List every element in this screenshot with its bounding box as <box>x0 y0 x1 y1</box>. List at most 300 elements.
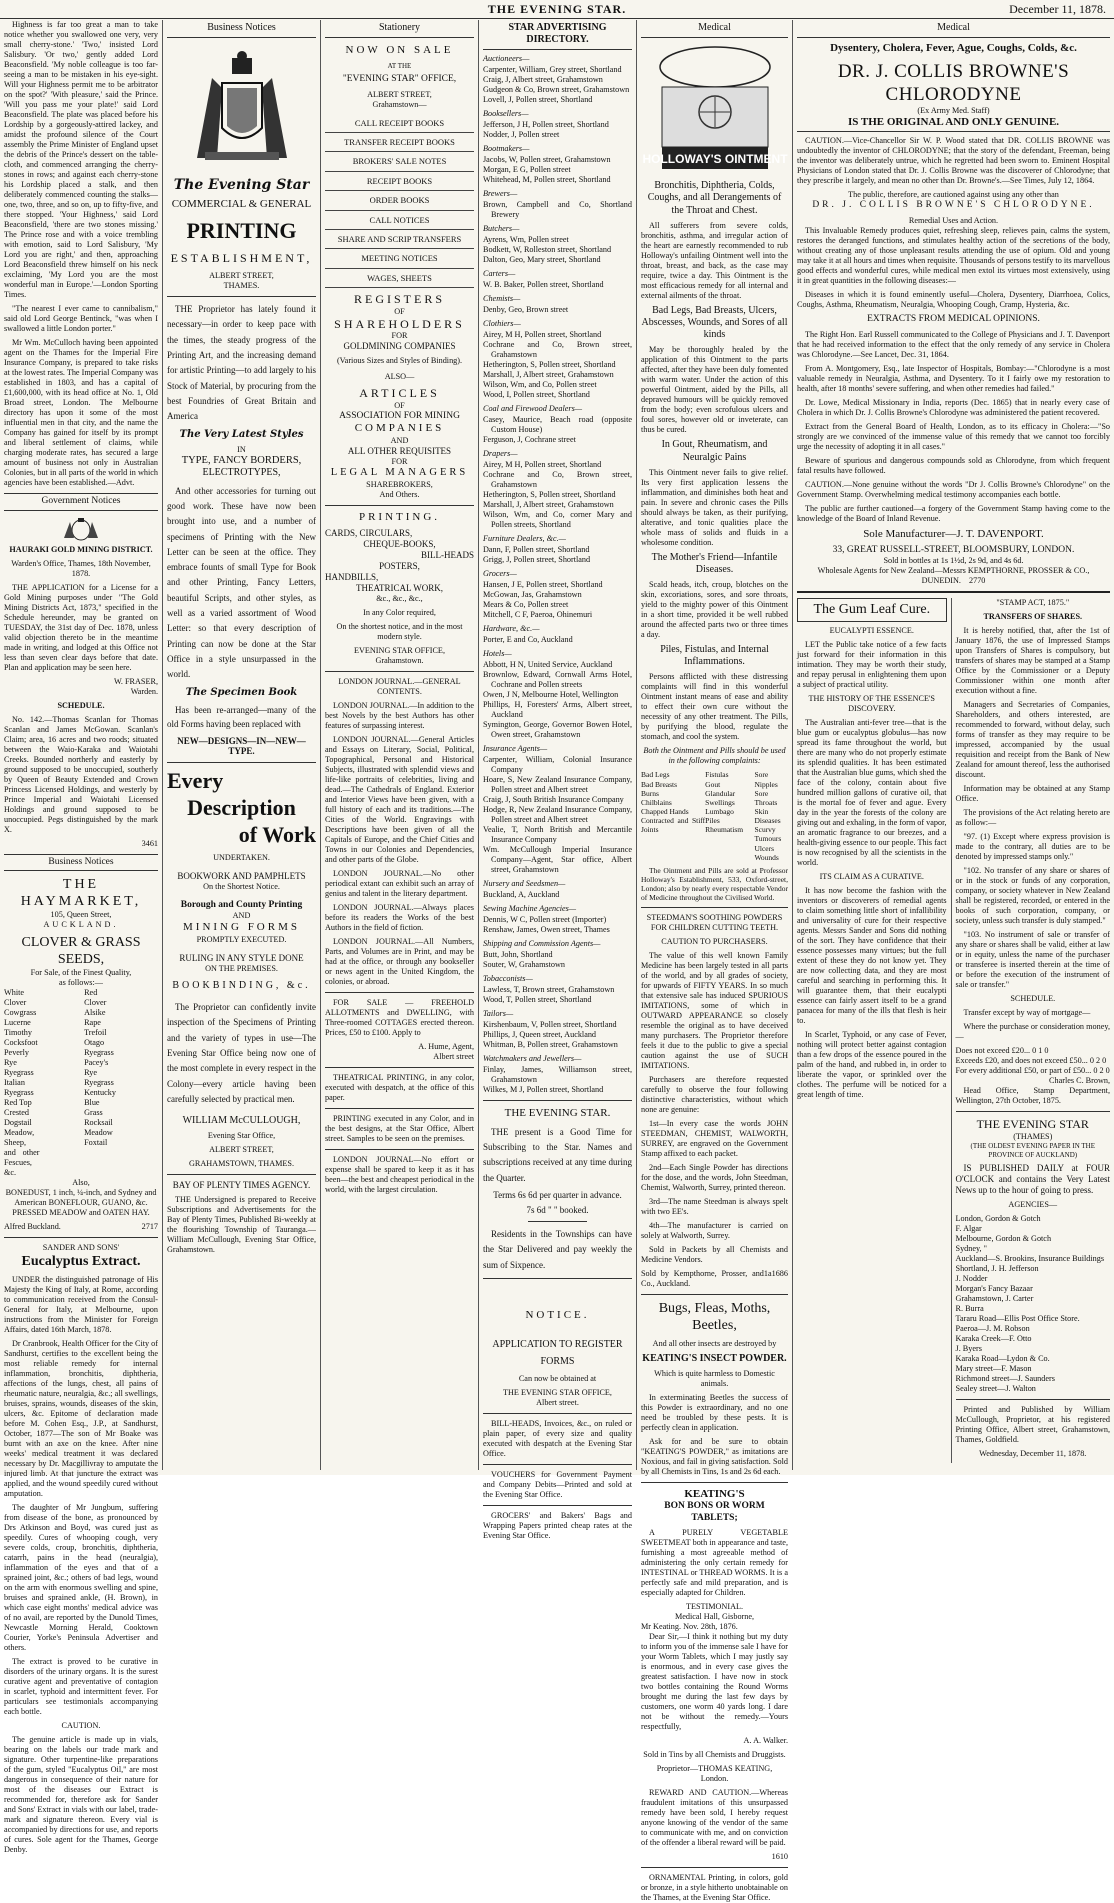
warden-name: W. FRASER, <box>113 676 158 686</box>
cheque-books: CHEQUE-BOOKS, <box>363 538 436 549</box>
directory-entry: Jacobs, W, Pollen street, Grahamstown <box>483 155 611 165</box>
printing-heading-3: PRINTING. <box>358 510 441 523</box>
stationery-item: SHARE AND SCRIP TRANSFERS <box>325 230 474 249</box>
posters: POSTERS, <box>379 560 420 571</box>
directory-entry: Airey, M H, Pollen street, Shortland <box>483 460 602 470</box>
evening-star-heading-6: THE EVENING STAR <box>976 1117 1089 1132</box>
story-cannibalism: "The nearest I ever came to cannibalism," said old Lord George Bentinck, "was when I swallowed a little London porter." <box>4 304 158 333</box>
kempthorne-number: 1a1686 <box>763 1269 788 1279</box>
for-label-2: FOR <box>391 456 408 466</box>
bill-heads-ad: BILL-HEADS, Invoices, &c., on ruled or plain paper, of every size and quality executed with despatch at the Evening Star Office. <box>483 1419 632 1459</box>
both-ointment: Both the Ointment and Pills should be used in the following complaints: <box>643 746 786 766</box>
agent-item: Karaka Creek—F. Otto <box>955 1334 1032 1344</box>
warden-title: Warden. <box>130 686 158 696</box>
directory-entry: Airey, M H, Pollen street, Shortland <box>483 330 602 340</box>
modern-style: On the shortest notice, and in the most modern style. <box>336 621 463 641</box>
complaint-item: Ulcers <box>754 843 775 853</box>
complaint-item: Sore Nipples <box>754 770 778 789</box>
dysentery-heading: Dysentery, Cholera, Fever, Ague, Coughs, Colds, &c. <box>830 42 1077 55</box>
directory-category: Auctioneers— <box>483 54 530 64</box>
application-forms: APPLICATION TO REGISTER FORMS <box>492 1339 623 1368</box>
directory-entry: Kirshenbaum, V, Pollen street, Shortland <box>483 1020 617 1030</box>
complaints-col-2 <box>705 770 754 861</box>
directory-entry: McGowan, Jas, Grahamstown <box>483 590 582 600</box>
schedule-heading-2: SCHEDULE. <box>1010 994 1056 1004</box>
thames-label: THAMES. <box>223 281 260 291</box>
column-stationery <box>320 20 478 1470</box>
of-label-2: OF <box>394 400 405 410</box>
seed-item: Cocksfoot <box>4 1038 38 1048</box>
history-heading: THE HISTORY OF THE ESSENCE'S DISCOVERY. <box>808 693 935 713</box>
eucalyptus-extract-title: Eucalyptus Extract. <box>21 1254 141 1270</box>
directory-category: Furniture Dealers, &c.— <box>483 534 566 544</box>
bookwork: BOOKWORK AND PAMPHLETS <box>177 870 306 881</box>
directory-entry: Phillips, H, Foresters' Arms, Albert street, Auckland <box>483 700 632 720</box>
london-journal-2: LONDON JOURNAL.—In addition to the best Novels by the best Authors has other features of surpassing interest. <box>325 700 474 730</box>
directory-entry: W. B. Baker, Pollen street, Shortland <box>483 280 604 290</box>
complaint-item: Burns <box>641 788 659 798</box>
board-extract: Extract from the General Board of Health, London, as to its efficacy in Cholera:—"So strongly are we convinced of the immense value of this remedy that we cannot too forcibly urge the necessity of adopting it in all cases." <box>797 421 1110 451</box>
caution-2: CAUTION.—None genuine without the words "Dr J. Collis Browne's Chlorodyne" on the Government Stamp. Overwhelming medical testimony accompanies each bottle. <box>797 479 1110 499</box>
stamp-act-text: It is hereby notified, that, after the 1st of January 1876, the use of Impressed Stamps upon Transfers of Shares is compulsory, but transfers of shares may be stamped at a Stamp Office by the Commissioner or a Deputy Commissioner within one month after execution without a fine. <box>955 626 1110 696</box>
directory-entry: Souter, W, Grahamstown <box>483 960 565 970</box>
harmless-line: Which is quite harmless to Domestic animals. <box>654 1368 775 1388</box>
for-label: FOR <box>391 331 408 341</box>
subscribe-text: THE present is a Good Time for Subscribing to the Star. Names and subscriptions received at any time during the Quarter. <box>483 1126 632 1183</box>
curative-heading: ITS CLAIM AS A CURATIVE. <box>819 871 924 881</box>
seed-item: Otago Ryegrass <box>84 1038 114 1058</box>
hauraki-title: HAURAKI GOLD MINING DISTRICT. <box>9 544 153 554</box>
at-the: AT THE <box>387 61 412 70</box>
directory-entry: Owen, J N, Melbourne Hotel, Wellington <box>483 690 619 700</box>
grahamstown-3: Grahamstown— <box>372 99 427 109</box>
sander-heading: SANDER AND SONS' <box>42 1243 120 1253</box>
undertaken: UNDERTAKEN. <box>213 852 270 862</box>
directory-entry: Craig, J, South British Insurance Company <box>483 795 624 805</box>
collis-caution: CAUTION.—Vice-Chancellor Sir W. P. Wood stated that DR. COLLIS BROWNE was undoubtedly the inventor of CHLORODYNE; that the story of the defendant, Freeman, being the inventor was deliberately untrue, which he regretted had been sworn to. Eminent Hospital Physicians of London stated that Dr. J. Collis Browne was the discoverer of Chlorodyne; that they prescribe it largely, and mean no other than Dr. Browne's.—See Times, July 12, 1864. <box>797 136 1110 186</box>
where-purchase: Where the purchase or consideration money,— <box>955 1022 1110 1042</box>
shortest-notice: On the Shortest Notice. <box>203 881 280 891</box>
column-news <box>0 20 162 1854</box>
buckland-name: Alfred Buckland. <box>4 1222 61 1232</box>
in-label: IN <box>237 444 246 454</box>
diseases-text: Diseases in which it is found eminently useful—Cholera, Dysentery, Diarrhoea, Colics, Coughs, Asthma, Rheumatism, Neuralgia, Whooping Cough, Cramp, Hysteria, &c. <box>797 289 1110 309</box>
wholesale-text: Wholesale Agents for New Zealand—Messrs KEMPTHORNE, PROSSER & CO., DUNEDIN. <box>817 566 1090 586</box>
legal-managers: LEGAL MANAGERS <box>330 466 469 478</box>
proprietor-text: THE Proprietor has lately found it necessary—in order to keep pace with the times, the steady progress of the Printing Art, and the increasing demand for artistic Printing—to add largely to his Stock of Material, by procuring from the best Foundries of Great Britain and America <box>167 304 316 422</box>
latest-styles: The Very Latest Styles <box>179 428 304 440</box>
walker-signature: A. A. Walker. <box>743 1736 788 1746</box>
seed-item: White Clover <box>4 988 27 1008</box>
stamp-act-heading: "STAMP ACT, 1875." <box>996 598 1070 608</box>
seed-item: Meadow, Sheep, and other Fescues, &c. <box>4 1128 40 1178</box>
distinct-3: 3rd—The name Steedman is always spelt with two EE's. <box>641 1197 788 1217</box>
establishment-heading: ESTABLISHMENT, <box>170 250 313 265</box>
beware-text: Beware of spurious and dangerous compounds sold as Chlorodyne, from which frequent fatal results have followed. <box>797 455 1110 475</box>
seed-item: Timothy <box>4 1028 32 1038</box>
bugs-sub: And all other insects are destroyed by <box>652 1338 777 1348</box>
directory-entry: Carpenter, William, Grey street, Shortland <box>483 65 622 75</box>
printing-heading: PRINTING <box>186 217 297 243</box>
mining-forms: MINING FORMS <box>183 921 300 934</box>
masthead <box>0 0 1114 19</box>
column-medical <box>636 20 792 1903</box>
business-notices-heading-2: Business Notices <box>167 20 316 38</box>
davenport-address: 33, GREAT RUSSELL-STREET, BLOOMSBURY, LONDON. <box>832 544 1075 555</box>
directory-category: Nursery and Seedsmen— <box>483 879 566 889</box>
bronchitis-heading: Bronchitis, Diphtheria, Colds, Coughs, and all Derangements of the Throat and Chest. <box>647 180 782 216</box>
complaint-item: Piles <box>705 816 720 826</box>
kempthorne-text: Sold by Kempthorne, Prosser, and Co., Auckland. <box>641 1269 764 1289</box>
printing-executed: PRINTING executed in any Color, and in the best designs, at the Star Office, Albert street. Samples to be seen on the premises. <box>325 1113 474 1143</box>
thames-paren: (THAMES) <box>1013 1132 1053 1142</box>
bonedust-text: BONEDUST, 1 inch, ¼-inch, and Sydney and American BONEFLOUR, GUANO, &c. PRESSED MEADOW and OATEN HAY. <box>5 1188 157 1218</box>
albert-street-3: ALBERT STREET, <box>367 89 432 99</box>
star-office-4: THE EVENING STAR OFFICE, <box>503 1388 612 1398</box>
seed-item: Pacey's Rye Ryegrass <box>84 1058 114 1088</box>
notice-heading: NOTICE. <box>525 1308 590 1321</box>
directory-entry: Phillips, J, Queen street, Auckland <box>483 1030 597 1040</box>
directory-entry: Brown, Campbell and Co, Shortland Brewery <box>483 200 632 220</box>
directory-category: Coal and Firewood Dealers— <box>483 404 583 414</box>
on-premises: ON THE PREMISES. <box>205 963 278 973</box>
schedule-sub: Transfer except by way of mortgage— <box>963 1008 1091 1018</box>
directory-entry: Ferguson, J, Cochrane street <box>483 435 576 445</box>
agent-item: Mary street—F. Mason <box>955 1364 1032 1374</box>
handbills: HANDBILLS, <box>325 571 379 582</box>
directory-entry: Ayrens, Wm, Pollen street <box>483 235 569 245</box>
directory-entry: Finlay, James, Williamson street, Grahamstown <box>483 1065 632 1085</box>
london-journal-5: LONDON JOURNAL.—Always places before its readers the Works of the best Authors in the field of fiction. <box>325 902 474 932</box>
etc-line: &c., &c., &c., <box>376 593 423 603</box>
transfers-heading: TRANSFERS OF SHARES. <box>983 612 1083 622</box>
ornamental-printing: ORNAMENTAL Printing, in colors, gold or bronze, in a style hitherto unobtainable on the Thames, at the Evening Star Office. <box>641 1873 788 1903</box>
articles-heading: ARTICLES <box>359 386 440 401</box>
agent-item: Melbourne, Gordon & Gotch <box>955 1234 1052 1244</box>
patronage-text: UNDER the distinguished patronage of His Majesty the King of Italy, at Rome, according to communication received from the Consul-General for Italy, at Melbourne, upon instructions from the Minister for Foreign Affairs, dated 16th March, 1878. <box>4 1274 158 1334</box>
caution-purchasers: CAUTION TO PURCHASERS. <box>661 937 768 947</box>
and-3: AND <box>390 435 409 445</box>
complaint-item: Bad Legs <box>641 770 670 780</box>
brown-signature: Charles C. Brown, <box>1049 1076 1110 1086</box>
fee-row: For every additional £50, or part of £50... 0 2 0 <box>955 1066 1110 1076</box>
complaint-item: Glandular Swellings <box>705 788 736 807</box>
agent-item: Richmond street—J. Saunders <box>955 1374 1055 1384</box>
footer-date: Wednesday, December 11, 1878. <box>979 1449 1087 1459</box>
seed-list <box>4 988 158 1178</box>
agent-item: R. Burra <box>955 1304 984 1314</box>
albert-street: ALBERT STREET, <box>209 271 274 281</box>
column-printing <box>162 20 320 1470</box>
directory-entry: Vealie, T, North British and Mercantile Insurance Company <box>483 825 632 845</box>
rearranged-text: Has been re-arranged—many of the old Forms having been replaced with <box>167 704 316 730</box>
also-3: ALSO— <box>384 372 415 382</box>
directory-entry: Grigg, J, Pollen street, Shortland <box>483 555 591 565</box>
mothers-heading: The Mother's Friend—Infantile Diseases. <box>651 551 778 575</box>
directory-entry: Symington, George, Governor Bowen Hotel, Owen street, Grahamstown <box>483 720 632 740</box>
promptly-executed: PROMPTLY EXECUTED. <box>196 934 287 944</box>
agent-item: Sealey street—J. Walton <box>955 1384 1036 1394</box>
complaint-item: Bad Breasts <box>641 779 678 789</box>
extracts-heading: EXTRACTS FROM MEDICAL OPINIONS. <box>867 313 1040 324</box>
bookbinding: BOOKBINDING, &c. <box>172 979 311 991</box>
wholesale-number: 2770 <box>969 576 986 586</box>
wardens-office: Warden's Office, Thames, 18th November, 1878. <box>11 558 151 578</box>
distinct-4: 4th—The manufacturer is carried on solely at Walworth, Surrey. <box>641 1221 788 1241</box>
purchasers-text: Purchasers are therefore requested carefully to observe the four following distinctive characteristics, without which none are genuine: <box>641 1075 788 1115</box>
now-on-sale: NOW ON SALE <box>345 44 454 57</box>
agent-item: F. Algar <box>955 1224 982 1234</box>
stationery-item: ORDER BOOKS <box>325 191 474 210</box>
of-work-heading: of Work <box>238 822 316 848</box>
public-cautioned: The public, therefore, are cautioned against using any other than <box>848 190 1059 200</box>
curative-text: It has now become the fashion with the inventors or discoverers of remedial agents to claim something little short of infallibility and universality of cure for their respective agents. Messrs Sander and Sons did nothing of the sort. They have confidence that their essence possesses many virtues; but the full extent of these they do not know yet. They are now collecting data, and they are most careful and searching in performing this. It will guarantee them, that their eucalypti essence can fairly assert itself to be a grand panacea for many of the ills that flesh is heir to. <box>797 885 947 1025</box>
specimen-book: The Specimen Book <box>185 686 298 698</box>
section-103: "103. No instrument of sale or transfer of any share or shares shall be valid, either at law or in equity, unless the name of the purchaser or transferee is inserted therein at the time of or before the execution of the instrument of sale or transfer." <box>955 930 1110 990</box>
directory-entry: Gudgeon & Co, Brown street, Grahamstown <box>483 85 630 95</box>
reward-text: REWARD AND CAUTION.—Whereas fraudulent imitations of this unsurpassed remedy have been sold, I hereby request anyone knowing of the vendor of the same to communicate with me, and on conviction of the offender a liberal reward will be paid. <box>641 1788 788 1848</box>
evening-star-heading: THE EVENING STAR. <box>504 1107 611 1120</box>
agent-item: London, Gordon & Gotch <box>955 1214 1041 1224</box>
distinct-2: 2nd—Each Single Powder has directions for the dose, and the words, John Steedman, Chemist, Walworth, Surrey, printed thereon. <box>641 1163 788 1193</box>
stamp-act-column <box>952 598 1110 1463</box>
seed-item: Rocksail <box>84 1118 113 1128</box>
every-heading: Every <box>167 768 224 794</box>
keating-date: Mr Keating. Nov. 28th, 1876. <box>641 1622 738 1632</box>
lowe-text: Dr. Lowe, Medical Missionary in India, reports (Dec. 1865) that in nearly every case of Cholera in which Dr. J. Collis Browne's Chlorodyne was administered the patient recovered. <box>797 397 1110 417</box>
stationery-item: MEETING NOTICES <box>325 249 474 268</box>
ruling: RULING IN ANY STYLE DONE <box>179 952 304 963</box>
hume-agent: A. Hume, Agent, <box>418 1041 474 1051</box>
public-2: The public are further cautioned—a forgery of the Government Stamp having come to the knowledge of the Board of Inland Revenue. <box>797 503 1110 523</box>
vouchers-ad: VOUCHERS for Government Payment and Company Debits—Printed and sold at the Evening Star Office. <box>483 1470 632 1500</box>
companies-heading: COMPANIES <box>354 422 445 435</box>
government-notices-heading: Government Notices <box>4 493 158 511</box>
seed-item: Kentucky Blue Grass <box>84 1088 116 1118</box>
sole-manufacturer: Sole Manufacturer—J. T. DAVENPORT. <box>863 527 1044 540</box>
directory-entry: Morgan, E G, Pollen street <box>483 165 571 175</box>
directory-entry: Hetherington, S, Pollen street, Shortland <box>483 360 616 370</box>
seed-item: Red Clover <box>84 988 107 1008</box>
shareholders-heading: SHAREHOLDERS <box>334 316 465 331</box>
complaint-item: Scurvy <box>754 825 776 835</box>
evening-star-office-3: EVENING STAR OFFICE, <box>353 645 445 655</box>
directory-entry: Nodder, J, Pollen street <box>483 130 560 140</box>
directory-entry: Mears & Co, Pollen street <box>483 600 569 610</box>
complaints-col-3 <box>754 770 788 861</box>
seed-item: Trefoil <box>84 1028 107 1038</box>
agent-item: Paeroa—J. M. Robson <box>955 1324 1030 1334</box>
keating-proprietor: Proprietor—THOMAS KEATING, <box>656 1764 773 1774</box>
directory-entry: Casey, Maurice, Beach road (opposite Custom House) <box>483 415 632 435</box>
column-directory <box>478 20 636 1541</box>
complaint-item: Chilblains <box>641 797 672 807</box>
directory-category: Butchers— <box>483 224 520 234</box>
directory-entry: Wilson, Wm, and Co, Pollen street <box>483 380 597 390</box>
directory-category: Hardware, &c.— <box>483 624 540 634</box>
borough-printing: Borough and County Printing <box>180 899 303 910</box>
directory-entry: Hansen, J E, Pollen street, Shortland <box>483 580 603 590</box>
seed-item: Crested Dogstail <box>4 1108 32 1128</box>
seed-list-left <box>4 988 78 1178</box>
evening-star-title: The Evening Star <box>173 177 310 194</box>
remedial-uses: Remedial Uses and Action. <box>908 215 999 225</box>
schedule-heading: SCHEDULE. <box>57 700 105 710</box>
agent-item: Auckland—S. Brookins, Insurance Buildings <box>955 1254 1105 1264</box>
bill-heads: BILL-HEADS <box>421 549 474 560</box>
holloway-label: HOLLOWAY'S OINTMENT <box>641 152 788 167</box>
seed-item: Red Top <box>4 1098 32 1108</box>
gout-text: This Ointment never fails to give relief. Its very first application lessens the inflammation, and diminishes both heat and pain. In severe and chronic cases the Pills should always be taken, as their purifying, alterative, and tonic qualities place the whole mass of solids and fluids in a wholesome condition. <box>641 467 788 547</box>
directory-entry: Jefferson, J H, Pollen street, Shortland <box>483 120 609 130</box>
directory-category: Clothiers— <box>483 319 521 329</box>
evening-star-office: Evening Star Office, <box>207 1131 276 1141</box>
bad-legs-text: May be thoroughly healed by the application of this Ointment to the parts affected, after they have been duly fomented with warm water. Under the action of this powerful Ointment, aided by the Pills, all depraved humours will be quickly removed from the body; even scrofulous ulcers and foul sores, however old or inveterate, can thus be cured. <box>641 345 788 435</box>
complaint-item: Contracted and Stiff Joints <box>641 816 706 835</box>
new-designs: NEW—DESIGNS—IN—NEW—TYPE. <box>177 735 306 757</box>
directory-entry: Brownlow, Edward, Cornwall Arms Hotel, Cochrane and Pollen streets <box>483 670 632 690</box>
bugs-heading: Bugs, Fleas, Moths, Beetles, <box>658 1301 771 1334</box>
eucalypti-essence: EUCALYPTI ESSENCE. <box>829 625 914 635</box>
testimonial-heading: TESTIMONIAL. <box>685 1602 744 1612</box>
keating-london: London. <box>700 1774 729 1784</box>
seed-item: Lucerne <box>4 1018 31 1028</box>
piles-heading: Piles, Fistulas, and Internal Inflammations. <box>660 644 769 668</box>
managers-text: Managers and Secretaries of Companies, Shareholders, and others interested, are recommended to forward, without delay, such forms of transfer as they may require to be impressed, accompanied by the usual requisition and receipt from the Bank of New Zealand for amount thereof, less the authorised discount. <box>955 700 1110 780</box>
reward-number: 1610 <box>771 1852 788 1862</box>
freehold-for-sale: FOR SALE — FREEHOLD ALLOTMENTS and DWELLING, with Three-roomed COTTAGES erected thereon. Prices, £50 to £100. Apply to <box>325 997 474 1037</box>
directory-category: Carters— <box>483 269 516 279</box>
directory-entry: Hodge, R, New Zealand Insurance Company, Pollen street and Albert street <box>483 805 632 825</box>
complaint-item: Sore Throats <box>754 788 778 807</box>
association-heading: ASSOCIATION FOR MINING <box>339 410 460 421</box>
collis-browne-2: DR. J. COLLIS BROWNE'S CHLORODYNE. <box>812 200 1095 211</box>
and-others: And Others. <box>379 489 420 499</box>
directory-entry: Denby, Geo, Brown street <box>483 305 569 315</box>
agent-item: Grahamstown, J. Carter <box>955 1294 1034 1304</box>
stationery-heading: Stationery <box>325 20 474 38</box>
directory-entry: Mitchell, C F, Paeroa, Ohinemuri <box>483 610 593 620</box>
directory-category: Tailors— <box>483 1009 514 1019</box>
medical-heading: Medical <box>641 20 788 38</box>
albert-street-2: ALBERT STREET, <box>209 1145 274 1155</box>
story-beaconsfield: Highness is far too great a man to take notice whether you swallowed one very, very small cherry-stone.' 'Two,' insisted Lord Salisbury. 'Or two,' gently added Lord Beaconsfield. 'My noble colleague is too far-seeing a man to be mistaken in his eye-sight. Will your Highness permit me to be arbitrator on the spot?' 'With pleasure,' said the Prince. 'Will you pass me your plate!' said Lord Beaconsfield. The plate was placed before his Lordship by a gorgeously-attired lackey, and amidst the profound silence of the Court assembly the Prime Minister of England upset the debris of the Prince's dessert on the table-cloth, and commenced arranging the cherry-stones in rows; and against each cherry-stone his Lordship placed a stalk, and then deliberately commenced counting the stalks—one, two, three, and so on, up to fifty-five, and there stopped. 'Your Highness,' said Lord Beaconsfield, 'there are two stones missing.' The Prince rose and with a voice trembling with emotion, said to Lord Salisbury, 'My Lord you are right,' and then, approaching Lord Beaconsfield threw himself on his neck exclaiming, 'My Lord you are the most wonderful man in Europe.'—London Sporting Times. <box>4 20 158 299</box>
directory-entry: Dalton, Geo, Mary street, Shortland <box>483 255 601 265</box>
registers-heading: REGISTERS <box>353 291 445 306</box>
directory-category: Drapers— <box>483 449 518 459</box>
complaint-item: Rheumatism <box>705 825 744 835</box>
agent-item: Morgan's Fancy Bazaar <box>955 1284 1033 1294</box>
directory-entry: Butt, John, Shortland <box>483 950 553 960</box>
accessories-text: And other accessories for turning out good work. These have now been brought into use, and a number of specimens of Printing with the New Letter can be seen at the office. They embrace founts of small Type for Book and other Printing, Fancy Letters, beautiful Scripts, and other styles, as well as a varied assortment of Wood Letter: so that every description of Printing can now be done at the Star Office in a style unsurpassed in the world. <box>167 485 316 680</box>
directory-entry: Marshall, J, Albert street, Grahamstown <box>483 370 614 380</box>
caution-heading: CAUTION. <box>61 1720 101 1730</box>
gum-leaf-column <box>797 598 952 1463</box>
stationery-item: BROKERS' SALE NOTES <box>325 152 474 171</box>
directory-entry: Porter, E and Co, Auckland <box>483 635 573 645</box>
directory-entry: Wood, I, Pollen street, Shortland <box>483 390 590 400</box>
grahamstown-thames: GRAHAMSTOWN, THAMES. <box>188 1159 294 1169</box>
directory-entry: Cochrane and Co, Brown street, Grahamstown <box>483 470 632 490</box>
grahamstown-3b: Grahamstown. <box>375 655 424 665</box>
keating-ask: Ask for and be sure to obtain "KEATING'S POWDER," as imitations are Noxious, and fail in giving satisfaction. Sold by all Chemists in Tins, 1s and 2s 6d each. <box>641 1436 788 1476</box>
various-sizes: (Various Sizes and Styles of Binding). <box>336 356 463 366</box>
earl-russell: The Right Hon. Earl Russell communicated to the College of Physicians and J. T. Davenport that he had received information to the effect that the only remedy of any service in Cholera was Chlorodyne.—See Lancet, Dec. 31, 1864. <box>797 329 1110 359</box>
directory-entry: Hoare, S, New Zealand Insurance Company, Pollen street and Albert street <box>483 775 632 795</box>
obtained-at: Can now be obtained at <box>518 1374 597 1384</box>
directory-category: Sewing Machine Agencies— <box>483 904 577 914</box>
head-office: Head Office, Stamp Department, Wellington, 27th October, 1875. <box>955 1086 1110 1106</box>
provisions-text: The provisions of the Act relating hereto are as follow:— <box>955 808 1110 828</box>
directory-category: Bootmakers— <box>483 144 530 154</box>
london-journal-3: LONDON JOURNAL.—General Articles and Essays on Literary, Social, Political, Topographical, Personal and Historical Subjects, illustrated with splendid views and life-like portraits of celebrities, living and dead.—The Cathedrals of England. Exterior and Interior Views have been given, with a full history of each and its traditions.—The Cities of the World. Engravings with Descriptions have been given of all the Capitals of Europe, and the Chief Cities and Towns in our Colonies and Dependencies, and other parts of the Globe. <box>325 734 474 864</box>
stationery-item: CALL RECEIPT BOOKS <box>325 114 474 133</box>
for-sale-line: For Sale, of the Finest Quality, <box>30 968 132 978</box>
directory-entry: Wilson, Wm, and Co, corner Mary and Pollen streets, Shortland <box>483 510 632 530</box>
bay-of-plenty-heading: BAY OF PLENTY TIMES AGENCY. <box>172 1180 311 1191</box>
agent-item: Shortland, J. H. Jefferson <box>955 1264 1039 1274</box>
and-label: AND <box>232 911 251 921</box>
of-label: OF <box>394 306 405 316</box>
published-daily: IS PUBLISHED DAILY at FOUR O'CLOCK and contains the Very Latest News up to the hour of going to press. <box>955 1163 1110 1196</box>
directory-category: Tobacconists— <box>483 974 533 984</box>
cards-circulars: CARDS, CIRCULARS, <box>325 527 413 538</box>
column-medical-2 <box>792 20 1114 1470</box>
agent-item: J. Byers <box>955 1344 982 1354</box>
fee-row: Exceeds £20, and does not exceed £50... 0 2 0 <box>955 1056 1107 1066</box>
scarlet-text: In Scarlet, Typhoid, or any case of Fever, nothing will protect better against contagion than a few drops of the essence poured in the palm of the hand, and rubbed in, in order to liberate the vapor, or sprinkled over the clothes. The perfume will be noticed for a great length of time. <box>797 1029 947 1099</box>
agents-list <box>956 1214 1110 1394</box>
directory-entry: Abbott, H N, United Service, Auckland <box>483 660 613 670</box>
haymarket-address: 105, Queen Street, <box>50 910 112 920</box>
directory-entry: Whitman, B, Pollen street, Grahamstown <box>483 1040 618 1050</box>
royal-arms-icon <box>4 516 158 545</box>
directory-category: Insurance Agents— <box>483 744 548 754</box>
two-subcolumns <box>797 598 1110 1463</box>
masthead-date: December 11, 1878. <box>1009 2 1106 16</box>
agencies-heading: AGENCIES— <box>1008 1200 1058 1210</box>
stationery-item: RECEIPT BOOKS <box>325 172 474 191</box>
london-journal-4: LONDON JOURNAL.—No other periodical extant can exhibit such an array of genius and talent in the literary department. <box>325 868 474 898</box>
directory-entry: Carpenter, William, Colonial Insurance Company <box>483 755 632 775</box>
requisites: ALL OTHER REQUISITES <box>347 445 452 456</box>
clover-seeds-title: CLOVER & GRASS SEEDS, <box>21 935 141 968</box>
proprietor-name: WILLIAM McCULLOUGH, <box>182 1115 301 1127</box>
internal-text: The extract is proved to be curative in disorders of the urinary organs. It is the surest curative agent and preventative of contagion in scarlet, typhoid and intermittent fever. For particulars see testimonials accompanying each bottle. <box>4 1656 158 1716</box>
bay-of-plenty-text: THE Undersigned is prepared to Receive Subscriptions and Advertisements for the Bay of Plenty Times, Published Bi-weekly at the flourishing Township of Tauranga.—William McCullough, Evening Star Office, Grahamstown. <box>167 1195 316 1255</box>
complaint-item: Skin Diseases <box>754 807 781 826</box>
stationery-list <box>325 114 474 288</box>
let-public: LET the Public take notice of a few facts just forward for their information in this intimation. They may be worth their study, and repay perusal in enlightening them upon a subject of practical utility. <box>797 639 947 689</box>
keating-text: In exterminating Beetles the success of this Powder is extraordinary, and no one need be troubled by these pests. It is perfectly clean in application. <box>641 1392 788 1432</box>
grocers-ad: GROCERS' and Bakers' Bags and Wrapping Papers printed cheap rates at the Evening Star Office. <box>483 1511 632 1541</box>
collis-browne-heading: DR. J. COLLIS BROWNE'S CHLORODYNE <box>837 60 1070 105</box>
cranbrook-text: Dr Cranbrook, Health Officer for the City of Sandhurst, certifies to the excellent being the most reliable remedy for internal inflammation, bronchitis, diphtheria, affections of the lungs, chest, all pains of rheumatic nature, neuralgia, &c.; all swellings, bruises, sprains, wounds, diseases of the skin, ulcers, &c. Epitome of declaration made before M. Cohen Esq., J.P., at Sandhurst, October, 1877—The son of Mr Boake was burnt with an axe on the knee. After nine weeks' medical treatment it was declared necessary by Dr. Macgillivray to amputate the injured limb. At that juncture the extract was applied, and the wound speedily cured without amputation. <box>4 1338 158 1498</box>
directory-entry: Wood, T, Pollen street, Shortland <box>483 995 592 1005</box>
any-color: In any Color required, <box>363 607 436 617</box>
directory-entry: Craig, J, Albert street, Grahamstown <box>483 75 603 85</box>
complaint-item: Chapped Hands <box>641 807 689 816</box>
directory-entry: Marshall, J, Albert street, Grahamstown <box>483 500 614 510</box>
sold-tins: Sold in Tins by all Chemists and Druggists. <box>643 1750 786 1760</box>
license-application: THE APPLICATION for a License for a Gold Mining purposes under "The Gold Mining Districts Act, 1873," specified in the Schedule hereunder, may be granted on TUESDAY, the 31st day of Dec. 1878, unless valid objection thereto be in the meantime made in writing, and lodged at this Office not less than seven clear days before that date. Plan and application may be seen here. <box>4 582 158 672</box>
steedman-heading: STEEDMAN'S SOOTHING POWDERS FOR CHILDREN CUTTING TEETH. <box>646 913 783 933</box>
directory-category: Booksellers— <box>483 109 529 119</box>
goldmining-companies: GOLDMINING COMPANIES <box>343 341 456 352</box>
seed-item: Alsike <box>84 1008 106 1018</box>
london-journal-7: LONDON JOURNAL—No effort or expense shall be spared to keep it as it has been—the best and cheapest periodical in the world, with the largest circulation. <box>325 1154 474 1194</box>
complaint-item: Lumbago <box>705 807 734 816</box>
